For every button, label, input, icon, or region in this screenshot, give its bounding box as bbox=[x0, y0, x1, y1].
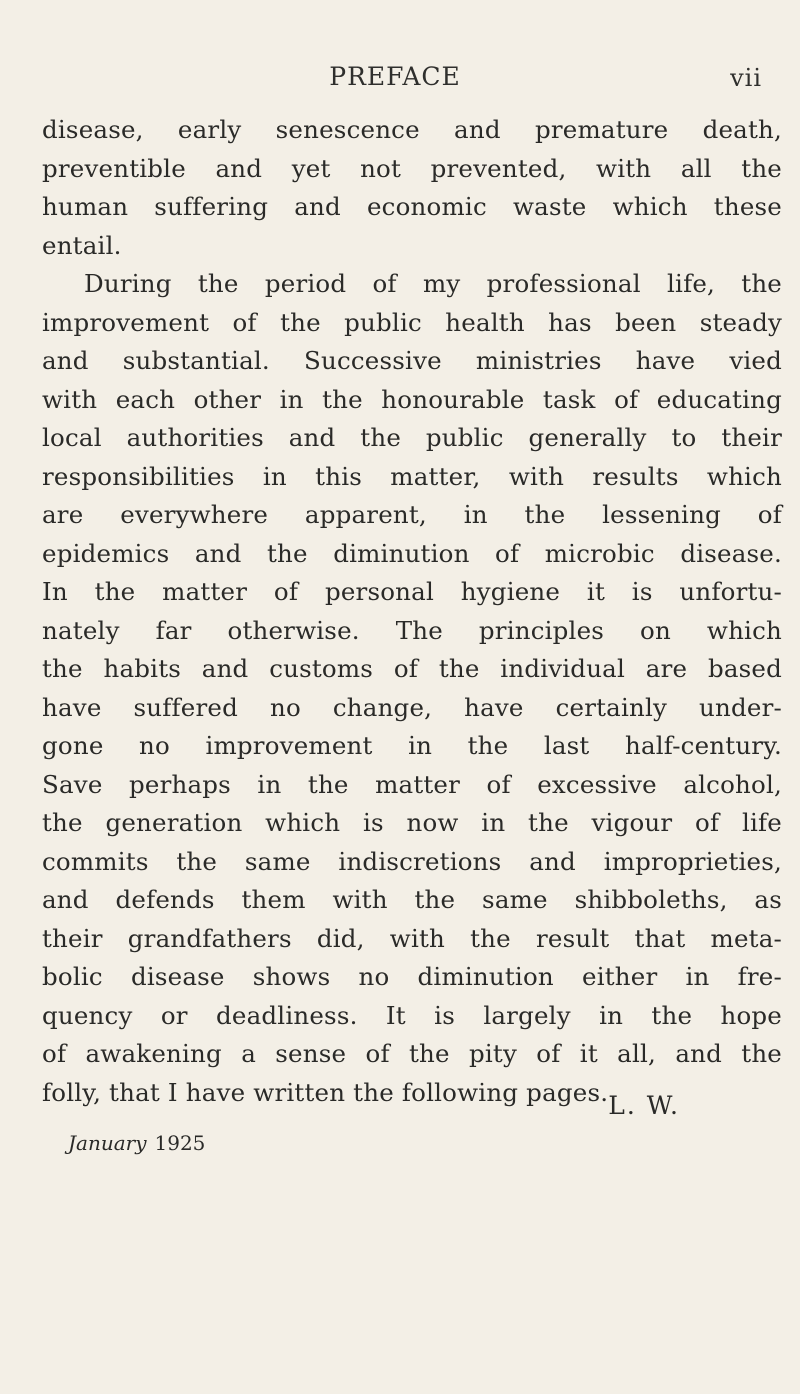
text-line: commits the same indiscretions and improprieties, bbox=[42, 846, 782, 876]
text-line: and substantial. Successive ministries have vied bbox=[42, 346, 782, 375]
text-line: human suffering and economic waste which these bbox=[42, 192, 782, 221]
text-line: folly, that I have written the following pages. bbox=[42, 1077, 609, 1107]
text-line: In the matter of personal hygiene it is unfortu- bbox=[42, 577, 782, 606]
text-line: have suffered no change, have certainly under- bbox=[42, 692, 782, 722]
dateline-month: January bbox=[68, 1131, 147, 1155]
text-line: and defends them with the same shibboleths, as bbox=[42, 885, 782, 914]
text-line: with each other in the honourable task of educating bbox=[42, 384, 782, 414]
text-line: their grandfathers did, with the result that meta- bbox=[42, 923, 782, 953]
text-line: improvement of the public health has been steady bbox=[42, 307, 782, 337]
running-title: PREFACE bbox=[329, 62, 461, 91]
text-line: the habits and customs of the individual are based bbox=[42, 654, 782, 683]
author-signature: L. W. bbox=[608, 1091, 680, 1120]
text-line: preventible and yet not prevented, with all the bbox=[42, 153, 782, 183]
text-line: responsibilities in this matter, with results which bbox=[42, 461, 782, 491]
text-line: disease, early senescence and premature death, bbox=[42, 115, 782, 144]
page-header bbox=[0, 58, 800, 98]
text-line: gone no improvement in the last half-century. bbox=[42, 731, 782, 760]
text-line: local authorities and the public generally to their bbox=[42, 423, 782, 452]
text-line: entail. bbox=[42, 230, 122, 260]
page-number: vii bbox=[730, 64, 762, 92]
text-line: epidemics and the diminution of microbic disease. bbox=[42, 538, 782, 568]
text-line: bolic disease shows no diminution either in fre- bbox=[42, 962, 782, 991]
text-line: are everywhere apparent, in the lessening of bbox=[42, 500, 782, 529]
text-line: Save perhaps in the matter of excessive alcohol, bbox=[42, 769, 782, 799]
preface-body bbox=[42, 111, 782, 1112]
text-line: of awakening a sense of the pity of it all, and the bbox=[42, 1039, 782, 1068]
text-line: the generation which is now in the vigour of life bbox=[42, 808, 782, 837]
dateline-year: 1925 bbox=[154, 1131, 206, 1155]
text-line: quency or deadliness. It is largely in the hope bbox=[42, 1000, 782, 1030]
text-line: nately far otherwise. The principles on which bbox=[42, 615, 782, 645]
dateline bbox=[68, 1131, 205, 1155]
text-line: During the period of my professional life, the bbox=[84, 269, 782, 298]
